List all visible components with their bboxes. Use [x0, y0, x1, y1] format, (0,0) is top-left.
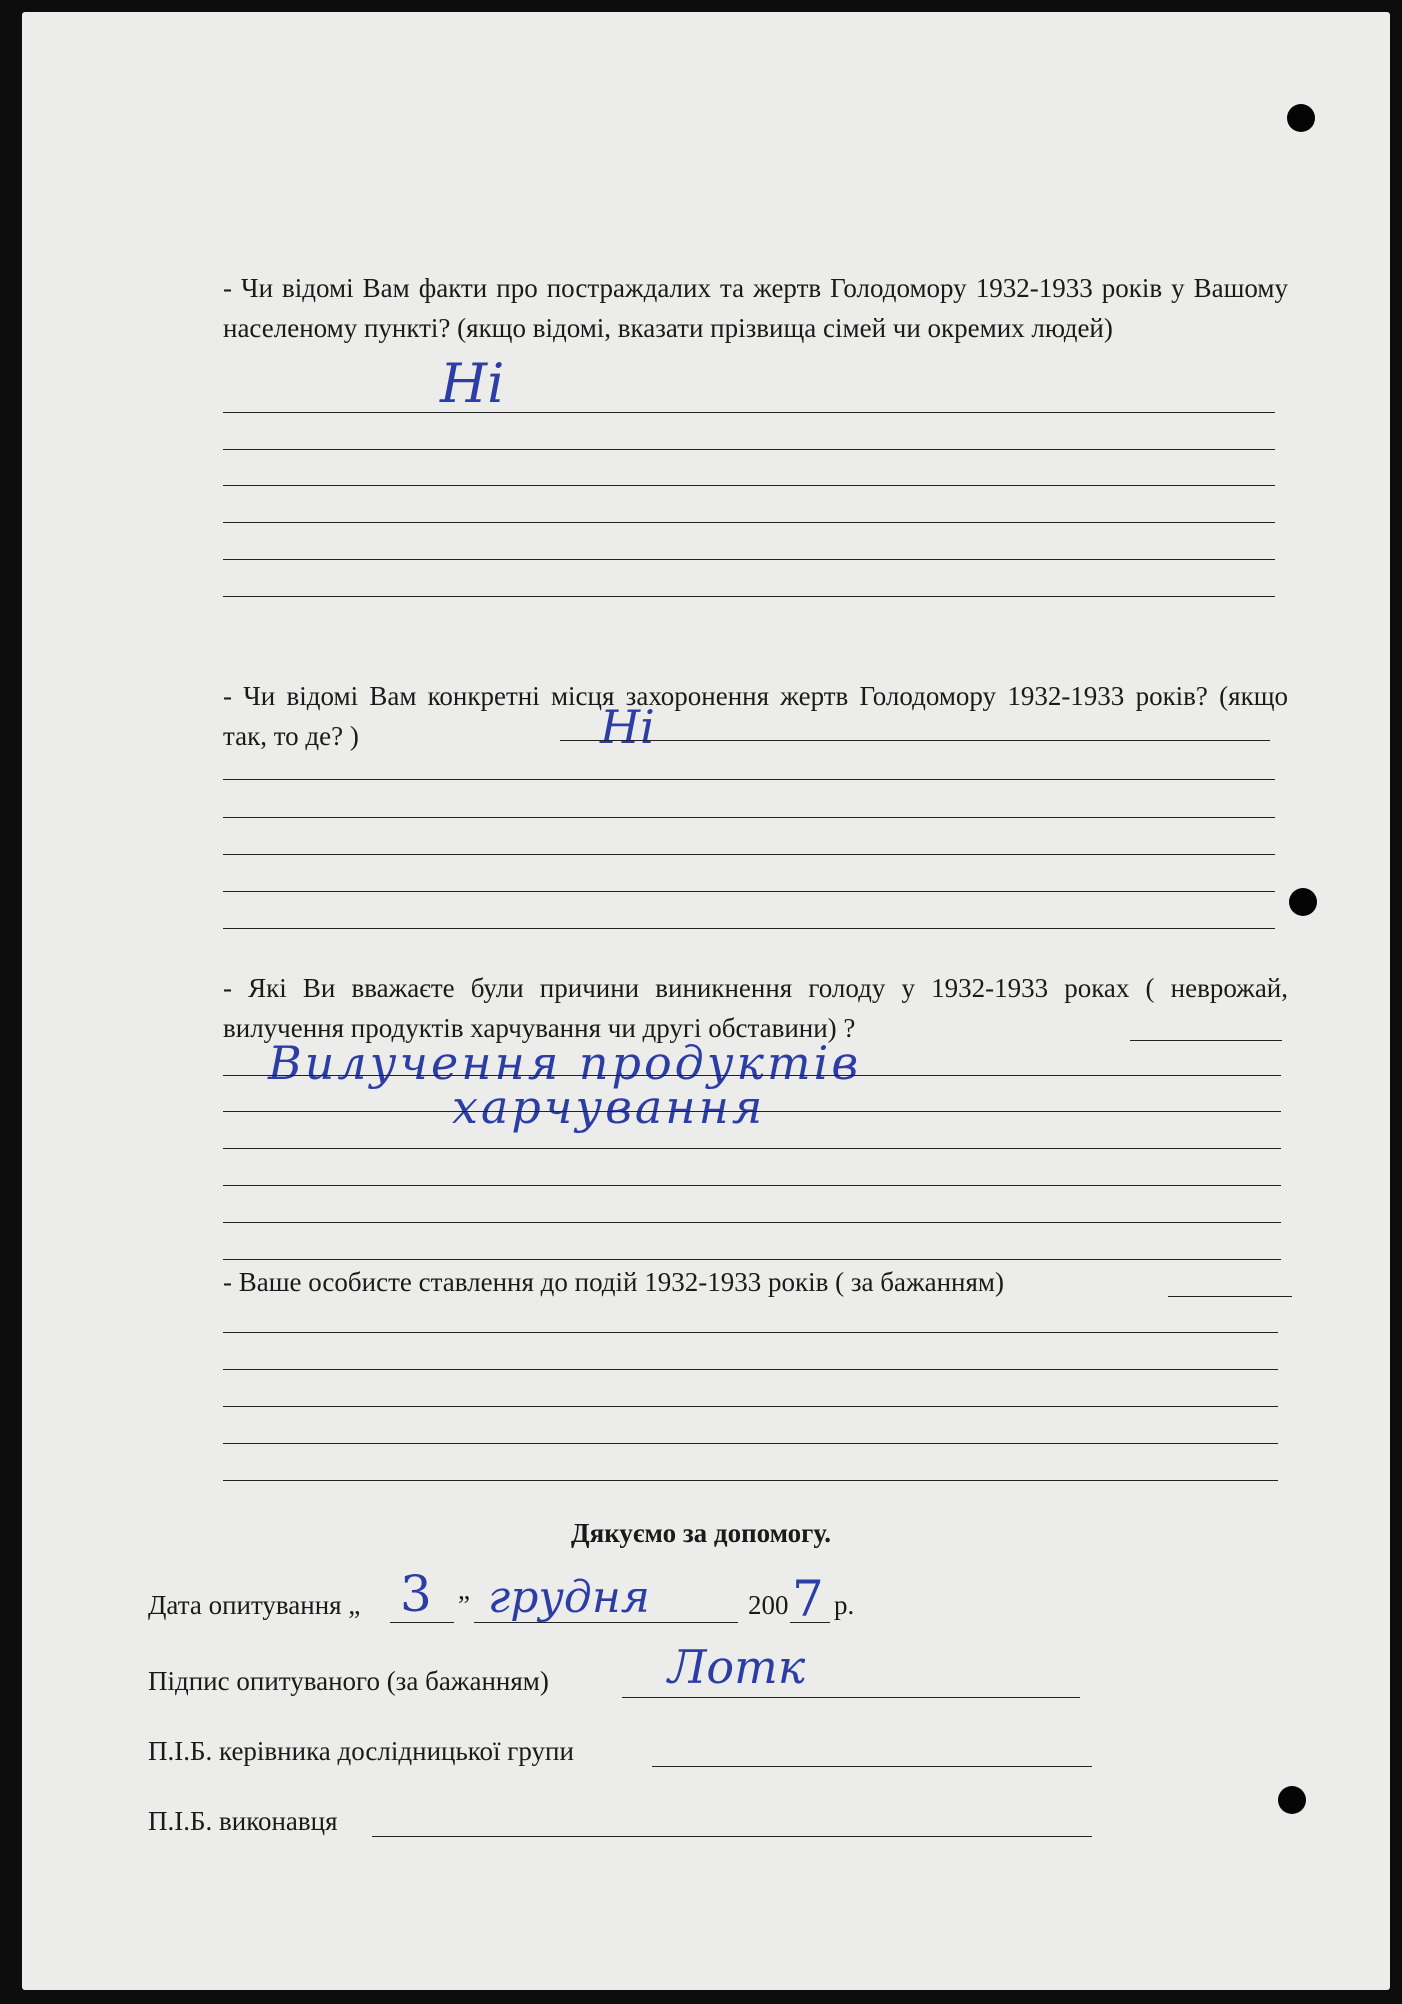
answer-line [223, 522, 1275, 523]
answer-line [223, 1332, 1278, 1333]
executor-label: П.І.Б. виконавця [148, 1806, 338, 1836]
date-month: грудня [488, 1572, 650, 1623]
date-day: 3 [400, 1565, 432, 1623]
punch-hole-bottom [1278, 1786, 1306, 1814]
question-2-answer: Ні [600, 700, 655, 754]
date-suffix: р. [834, 1590, 855, 1620]
date-month-line [474, 1622, 738, 1623]
answer-line [223, 596, 1275, 597]
question-4-text: - Ваше особисте ставлення до подій 1932-1933 років ( за бажанням) [223, 1267, 1004, 1297]
leader-label: П.І.Б. керівника дослідницької групи [148, 1736, 574, 1766]
answer-line [223, 817, 1275, 818]
thanks-heading: Дякуємо за допомогу. [571, 1518, 831, 1548]
date-day-line [390, 1622, 454, 1623]
date-year-prefix: 200 [748, 1590, 789, 1620]
executor-line [372, 1836, 1092, 1837]
answer-line [560, 740, 1270, 741]
answer-line [223, 779, 1275, 780]
answer-line [1130, 1040, 1282, 1041]
question-1-answer: Ні [440, 352, 505, 415]
question-3-answer-line-2: харчування [452, 1080, 766, 1134]
answer-line [223, 1480, 1278, 1481]
answer-line [223, 928, 1275, 929]
leader-line [652, 1766, 1092, 1767]
signature-label: Підпис опитуваного (за бажанням) [148, 1666, 549, 1696]
question-3-text: - Які Ви вважаєте були причини виникнення голоду у 1932-1933 роках ( неврожай, вилучення продуктів харчування чи другі обставини) ? [223, 973, 1288, 1043]
answer-line [223, 1185, 1281, 1186]
answer-line [223, 1222, 1281, 1223]
date-quote: ” [458, 1590, 470, 1620]
answer-line [223, 412, 1275, 413]
date-year-digit: 7 [792, 1570, 824, 1628]
punch-hole-middle [1289, 888, 1317, 916]
answer-line [223, 1369, 1278, 1370]
answer-line [223, 559, 1275, 560]
answer-line [223, 485, 1275, 486]
answer-line [223, 1443, 1278, 1444]
answer-line [223, 891, 1275, 892]
answer-line [223, 1148, 1281, 1149]
signature-line [622, 1697, 1080, 1698]
answer-line [223, 1111, 1281, 1112]
answer-line [223, 449, 1275, 450]
answer-line [1168, 1296, 1292, 1297]
answer-line [223, 854, 1275, 855]
question-2-text: - Чи відомі Вам конкретні місця захоронення жертв Голодомору 1932-1933 років? (якщо так, то де? ) [223, 681, 1288, 751]
question-1-text: - Чи відомі Вам факти про постраждалих та жертв Голодомору 1932-1933 років у Вашому населеному пункті? (якщо відомі, вказати прізвища сімей чи окремих людей) [223, 273, 1288, 343]
punch-hole-top [1287, 104, 1315, 132]
date-year-line [790, 1622, 830, 1623]
question-3-answer-line-1: Вилучення продуктів [268, 1036, 862, 1090]
answer-line [223, 1406, 1278, 1407]
signature: Лотк [668, 1640, 806, 1694]
answer-line [223, 1259, 1281, 1260]
date-label: Дата опитування „ [148, 1590, 361, 1620]
answer-line [223, 1075, 1281, 1076]
